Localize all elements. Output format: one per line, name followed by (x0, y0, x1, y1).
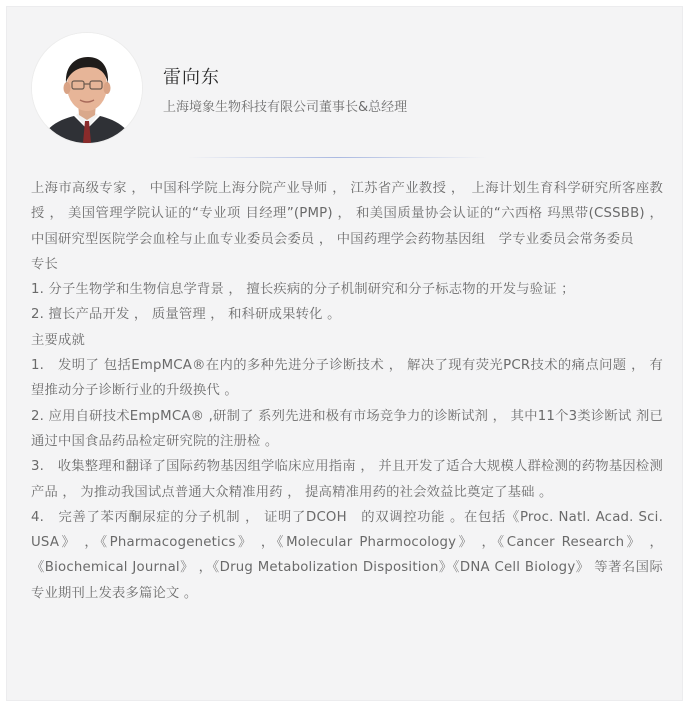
avatar (32, 33, 142, 143)
achievements-heading: 主要成就 (31, 332, 85, 348)
divider (187, 157, 487, 158)
expertise-item: 2. 擅长产品开发 ， 质量管理 ， 和科研成果转化 。 (31, 307, 341, 323)
person-name: 雷向东 (163, 67, 220, 88)
expertise-item: 1. 分子生物学和生物信息学背景 ， 擅长疾病的分子机制研究和分子标志物的开发与验证 ； (31, 282, 575, 298)
achievement-item: 3. 收集整理和翻译了国际药物基因组学临床应用指南 ， 并且开发了适合大规模人群检测的药物基因检测产品 ， 为推动我国试点普通大众精准用药 ， 提高精准用药的社会效益比奠定了基础 。 (31, 459, 663, 500)
profile-card (6, 6, 683, 701)
portrait-photo (32, 33, 142, 143)
achievement-item: 1. 发明了 包括EmpMCA®在内的多种先进分子诊断技术 ， 解决了现有荧光PCR技术的痛点问题 ， 有望推动分子诊断行业的升级换代 。 (31, 358, 663, 399)
expertise-heading: 专长 (31, 256, 58, 272)
achievement-item: 2. 应用自研技术EmpMCA® ,研制了 系列先进和极有市场竞争力的诊断试剂 ， 其中11个3类诊断试 剂已通过中国食品药品检定研究院的注册检 。 (31, 408, 663, 449)
person-title: 上海境象生物科技有限公司董事长&总经理 (163, 100, 408, 115)
bio-intro: 上海市高级专家 ， 中国科学院上海分院产业导师 ， 江苏省产业教授 ， 上海计划生育科学研究所客座教授 ， 美国管理学院认证的“专业项 目经理”(PMP) ， 和美国质量协会认证的“六西格 玛黑带(CSSBB) ， 中国研究型医院学会血栓与止血专业委员会委员 ， 中国药理学会药物基因组 学专业委员会常务委员 (31, 181, 663, 247)
bio-text (31, 176, 663, 606)
achievement-item: 4. 完善了苯丙酮尿症的分子机制 ， 证明了DCOH 的双调控功能 。在包括《Proc. Natl. Acad. Sci. USA》 ，《Pharmacogenetics》 ，《Molecular Pharmocology》 ，《Cancer Research》 ，《Biochemical Journal》 ，《Drug Metabolization Disposition》《DNA Cell Biology》 等著名国际 专业期刊上发表多篇论文 。 (31, 509, 663, 601)
